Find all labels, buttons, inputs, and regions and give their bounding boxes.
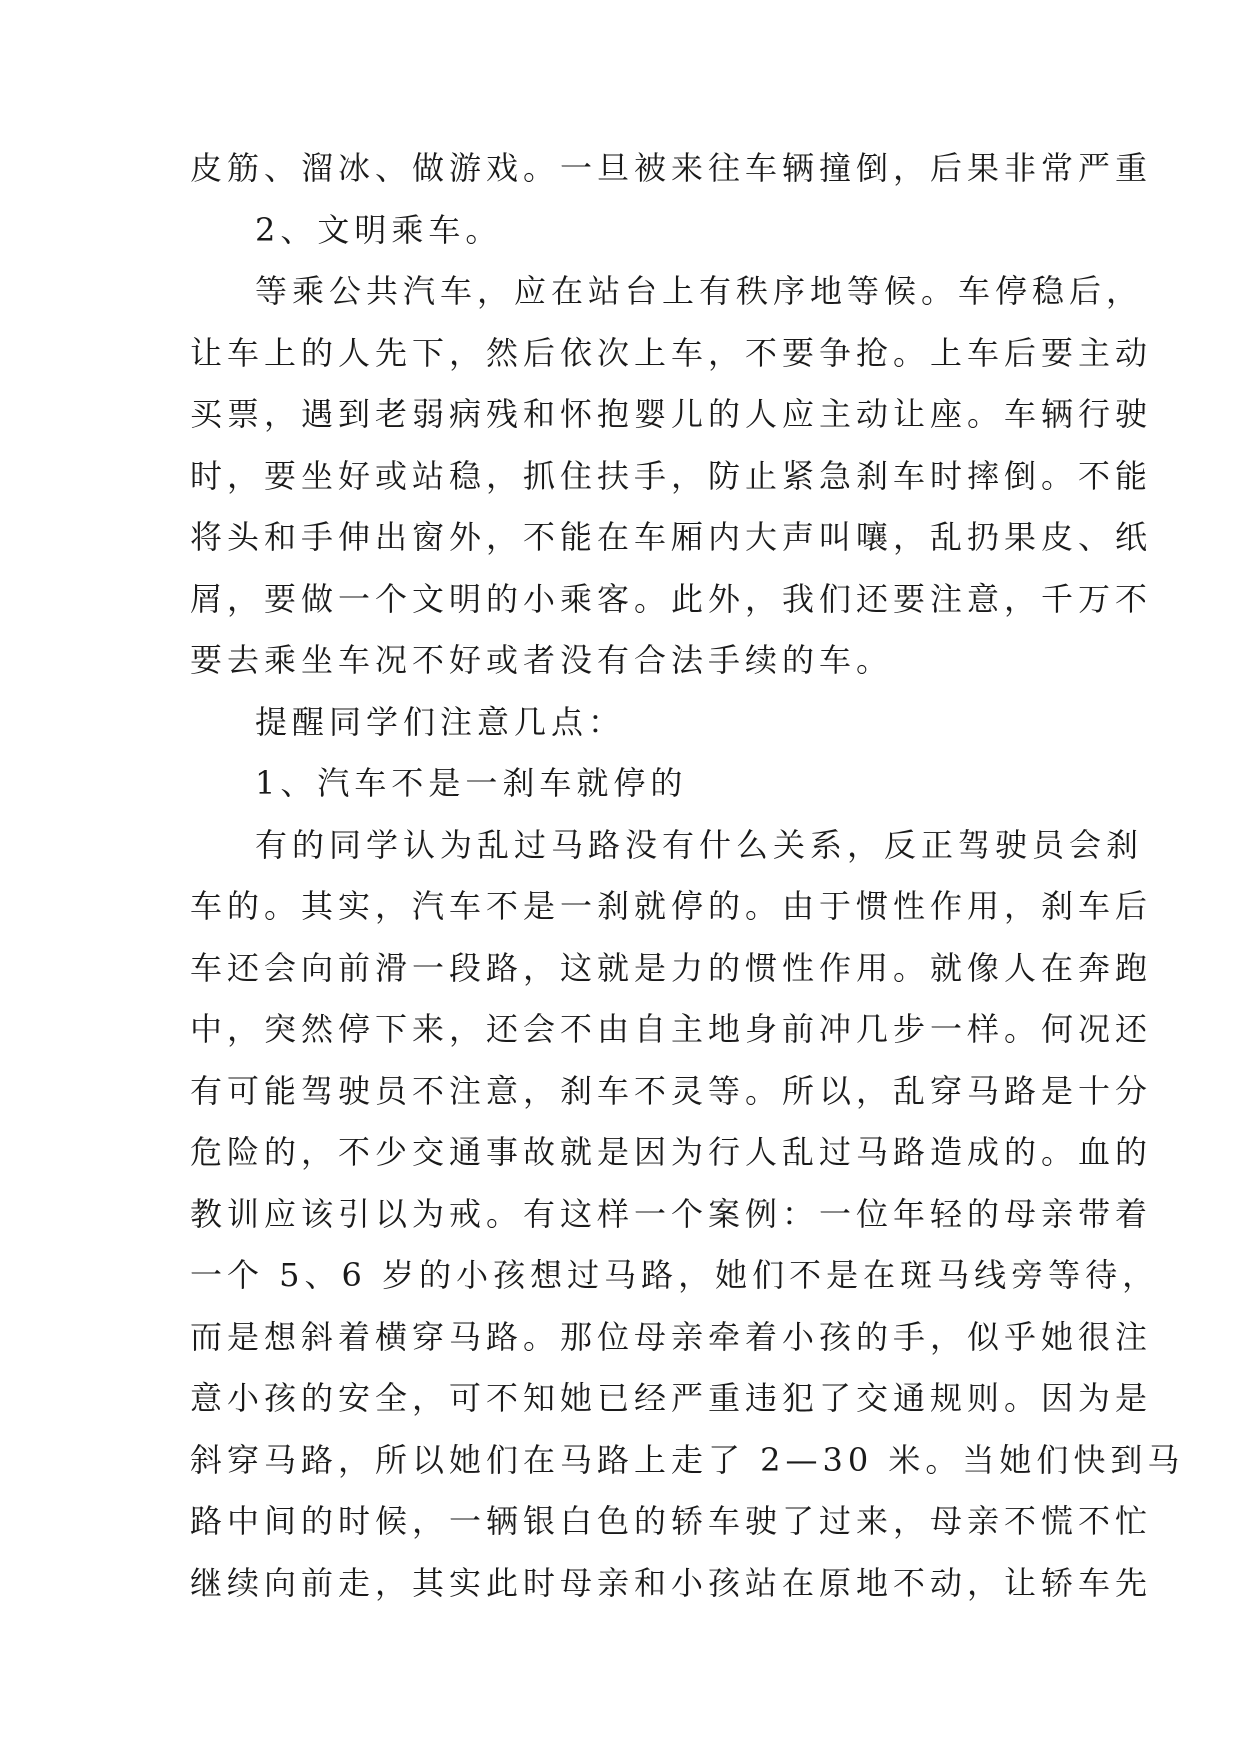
text-line-3: 等乘公共汽车，应在站台上有秩序地等候。车停稳后， (255, 272, 1144, 310)
text-line-18: 教训应该引以为戒。有这样一个案例：一位年轻的母亲带着 (190, 1195, 1153, 1233)
text-line-6: 时，要坐好或站稳，抓住扶手，防止紧急刹车时摔倒。不能 (190, 457, 1153, 495)
section-heading-reminders: 提醒同学们注意几点： (255, 703, 626, 741)
text-line-1: 皮筋、溜冰、做游戏。一旦被来往车辆撞倒，后果非常严重 (190, 149, 1153, 187)
text-line-23: 路中间的时候，一辆银白色的轿车驶了过来，母亲不慌不忙 (190, 1502, 1153, 1540)
text-line-21: 意小孩的安全，可不知她已经严重违犯了交通规则。因为是 (190, 1379, 1153, 1417)
text-line-20: 而是想斜着横穿马路。那位母亲牵着小孩的手，似乎她很注 (190, 1318, 1153, 1356)
section-heading-braking: 1、汽车不是一刹车就停的 (255, 764, 688, 802)
text-line-7: 将头和手伸出窗外，不能在车厢内大声叫嚷，乱扔果皮、纸 (190, 518, 1153, 556)
text-line-13: 车的。其实，汽车不是一刹就停的。由于惯性作用，刹车后 (190, 887, 1153, 925)
text-line-14: 车还会向前滑一段路，这就是力的惯性作用。就像人在奔跑 (190, 949, 1153, 987)
text-line-22: 斜穿马路，所以她们在马路上走了 2—30 米。当她们快到马 (190, 1441, 1185, 1479)
text-line-8: 屑，要做一个文明的小乘客。此外，我们还要注意，千万不 (190, 580, 1153, 618)
section-heading-civilized-riding: 2、文明乘车。 (255, 211, 503, 249)
text-line-16: 有可能驾驶员不注意，刹车不灵等。所以，乱穿马路是十分 (190, 1072, 1153, 1110)
text-line-12: 有的同学认为乱过马路没有什么关系，反正驾驶员会刹 (255, 826, 1144, 864)
text-line-4: 让车上的人先下，然后依次上车，不要争抢。上车后要主动 (190, 334, 1153, 372)
text-line-5: 买票，遇到老弱病残和怀抱婴儿的人应主动让座。车辆行驶 (190, 395, 1153, 433)
text-line-9: 要去乘坐车况不好或者没有合法手续的车。 (190, 641, 894, 679)
text-line-24: 继续向前走，其实此时母亲和小孩站在原地不动，让轿车先 (190, 1564, 1153, 1602)
text-line-17: 危险的，不少交通事故就是因为行人乱过马路造成的。血的 (190, 1133, 1153, 1171)
text-line-15: 中，突然停下来，还会不由自主地身前冲几步一样。何况还 (190, 1010, 1153, 1048)
text-line-19: 一个 5、6 岁的小孩想过马路，她们不是在斑马线旁等待， (190, 1256, 1160, 1294)
